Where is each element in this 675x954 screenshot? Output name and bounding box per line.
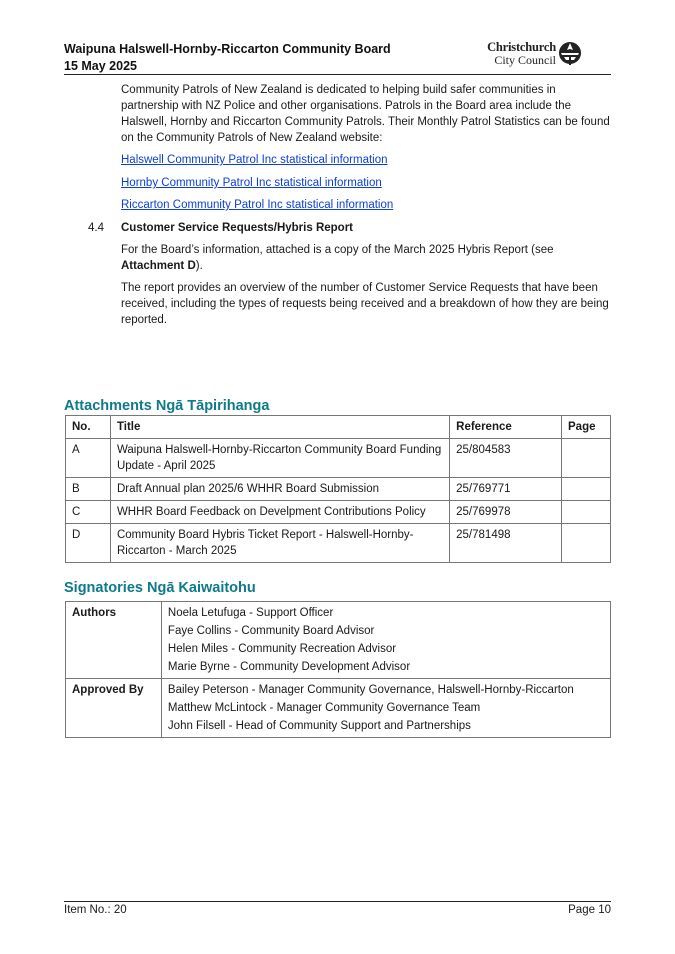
signatories-heading: Signatories Ngā Kaiwaitohu bbox=[64, 580, 256, 596]
list-item: Noela Letufuga - Support Officer bbox=[167, 607, 334, 619]
table-row: B Draft Annual plan 2025/6 WHHR Board Submission 25/769771 bbox=[66, 478, 611, 501]
page-footer bbox=[64, 901, 611, 918]
table-header-row bbox=[66, 416, 611, 439]
item-number: Item No.: 20 bbox=[64, 904, 127, 916]
col-no: No. bbox=[66, 416, 111, 439]
attachments-table bbox=[65, 415, 611, 563]
table-row: C WHHR Board Feedback on Develpment Contributions Policy 25/769978 bbox=[66, 501, 611, 524]
list-item: Matthew McLintock - Manager Community Governance Team bbox=[167, 702, 481, 714]
list-item: John Filsell - Head of Community Support and Partnerships bbox=[167, 720, 471, 732]
col-page: Page bbox=[562, 416, 611, 439]
table-row: A Waipuna Halswell-Hornby-Riccarton Community Board Funding Update - April 2025 25/804583 bbox=[66, 439, 611, 478]
page-number: Page 10 bbox=[568, 904, 611, 916]
col-title: Title bbox=[110, 416, 449, 439]
patrol-intro-paragraph: Community Patrols of New Zealand is dedicated to helping build safer communities in partnership with NZ Police and other organisations. Patrols in the Board area include the Halswell, Hornby and Riccarton Community Patrols. Their Monthly Patrol Statistics can be found on the Community Patrols of New Zealand website: bbox=[121, 84, 610, 144]
attachments-heading: Attachments Ngā Tāpirihanga bbox=[64, 398, 270, 414]
col-reference: Reference bbox=[450, 416, 562, 439]
authors-label: Authors bbox=[66, 602, 162, 679]
approved-label: Approved By bbox=[66, 679, 162, 738]
list-item: Faye Collins - Community Board Advisor bbox=[167, 625, 375, 637]
authors-list bbox=[161, 602, 610, 679]
authors-row bbox=[66, 602, 611, 679]
signatories-table bbox=[65, 601, 611, 738]
section-paragraph-1: For the Board’s information, attached is a copy of the March 2025 Hybris Report (see Attachment D). bbox=[121, 244, 554, 272]
cathedral-icon bbox=[558, 41, 582, 67]
approved-row bbox=[66, 679, 611, 738]
list-item: Marie Byrne - Community Development Advisor bbox=[167, 661, 411, 673]
section-title: Customer Service Requests/Hybris Report bbox=[121, 222, 353, 234]
logo-text-line1: Christchurch bbox=[487, 40, 556, 54]
list-item: Helen Miles - Community Recreation Advisor bbox=[167, 643, 397, 655]
halswell-patrol-link[interactable]: Halswell Community Patrol Inc statistical information bbox=[121, 154, 388, 166]
riccarton-patrol-link[interactable]: Riccarton Community Patrol Inc statistical information bbox=[121, 199, 394, 211]
attachment-reference: Attachment D bbox=[121, 260, 196, 272]
logo-text-line2: City Council bbox=[494, 53, 556, 67]
list-item: Bailey Peterson - Manager Community Governance, Halswell-Hornby-Riccarton bbox=[167, 684, 574, 696]
table-row: D Community Board Hybris Ticket Report - Halswell-Hornby-Riccarton - March 2025 25/781498 bbox=[66, 524, 611, 563]
header-board-name: Waipuna Halswell-Hornby-Riccarton Community Board bbox=[64, 42, 391, 56]
page-header bbox=[64, 41, 611, 75]
council-logo bbox=[481, 41, 601, 69]
section-paragraph-2: The report provides an overview of the number of Customer Service Requests that have been received, including the types of requests being received and a breakdown of how they are being reported. bbox=[121, 282, 609, 326]
section-number: 4.4 bbox=[88, 222, 104, 234]
header-date: 15 May 2025 bbox=[64, 59, 137, 73]
hornby-patrol-link[interactable]: Hornby Community Patrol Inc statistical information bbox=[121, 177, 382, 189]
approved-list bbox=[161, 679, 610, 738]
